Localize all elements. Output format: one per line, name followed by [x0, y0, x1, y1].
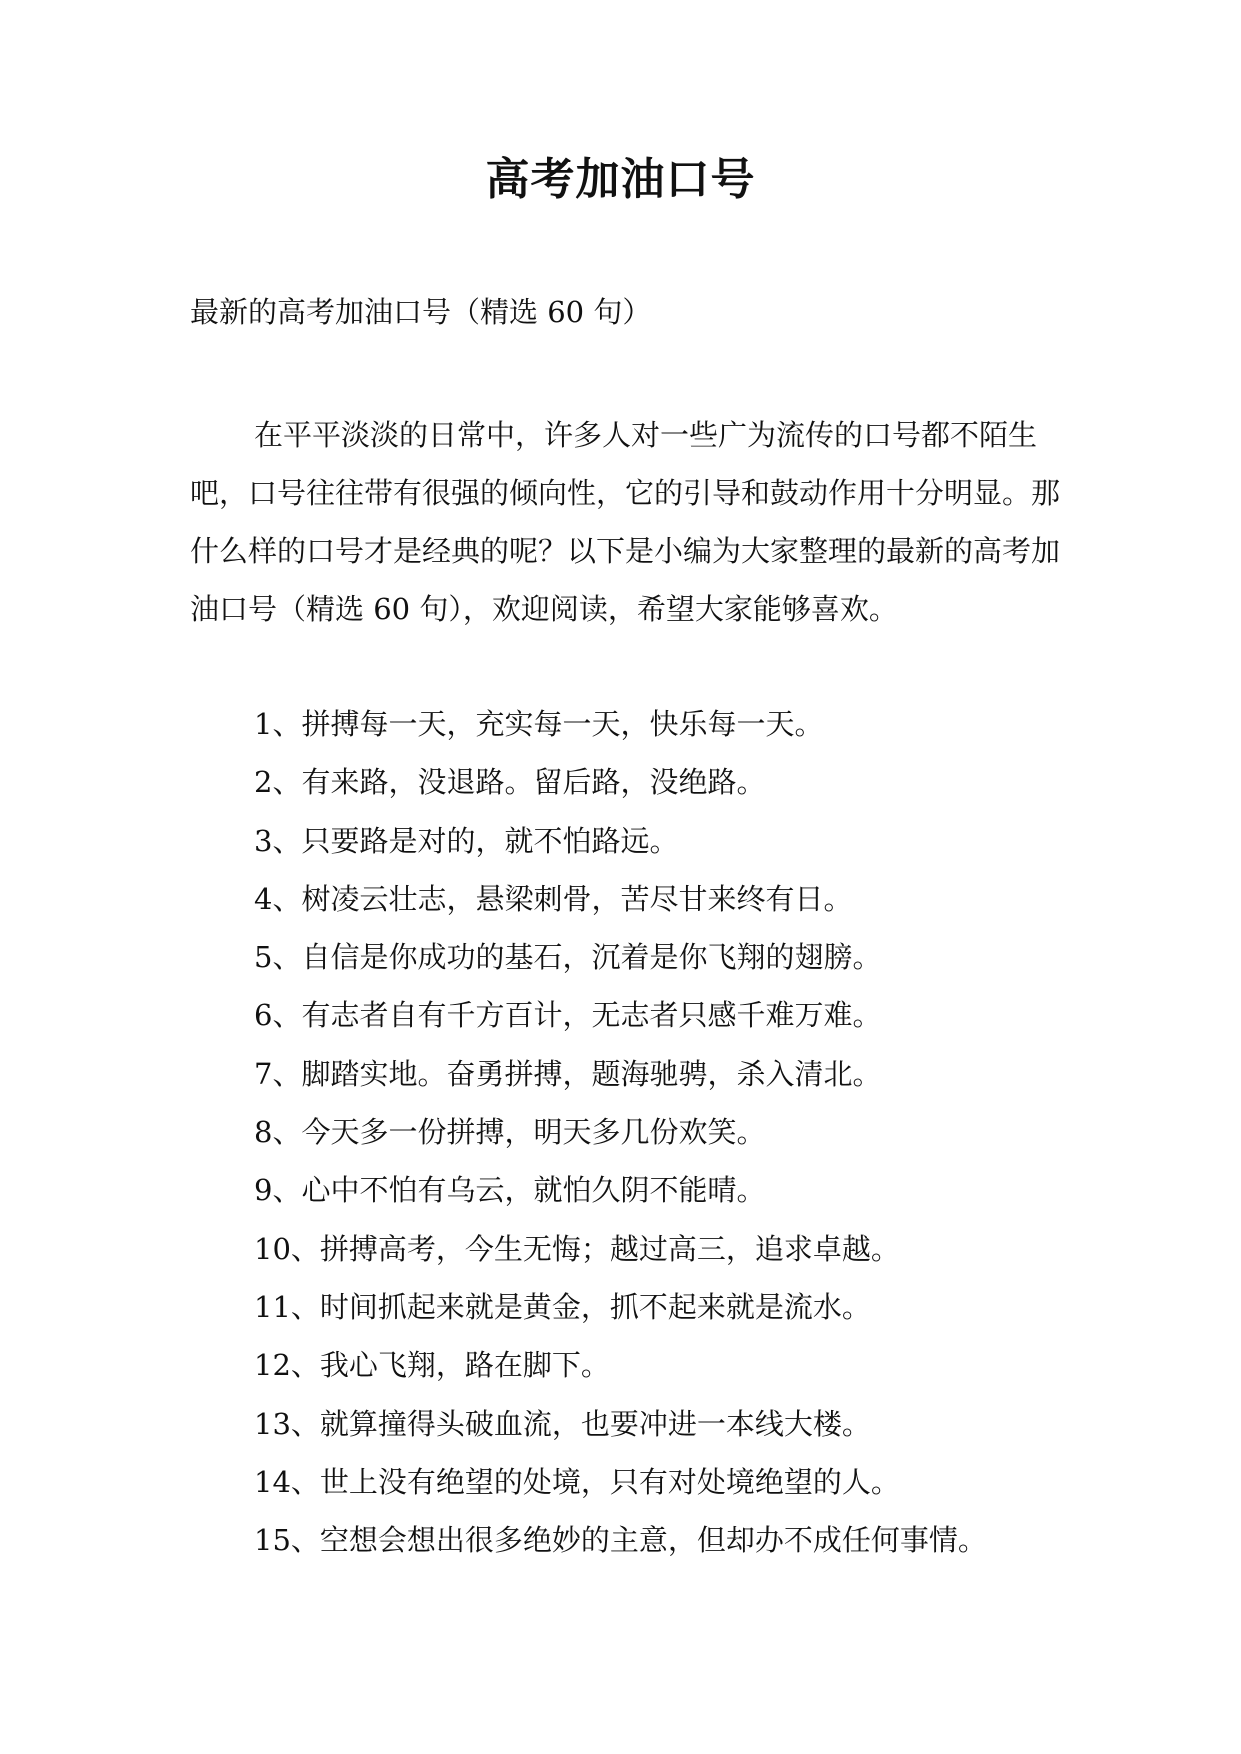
slogan-item: 6、有志者自有千方百计，无志者只感千难万难。 [254, 998, 882, 1033]
slogan-item: 14、世上没有绝望的处境，只有对处境绝望的人。 [254, 1464, 900, 1499]
slogan-item: 5、自信是你成功的基石，沉着是你飞翔的翅膀。 [254, 940, 882, 975]
slogan-item: 12、我心飞翔，路在脚下。 [254, 1348, 610, 1383]
slogan-item: 1、拼搏每一天，充实每一天，快乐每一天。 [254, 707, 824, 741]
page-title: 高考加油口号 [485, 154, 756, 205]
document-subtitle: 最新的高考加油口号（精选 60 句） [190, 295, 652, 329]
slogan-item: 7、脚踏实地。奋勇拼搏，题海驰骋，杀入清北。 [254, 1056, 882, 1091]
slogan-item: 13、就算撞得头破血流，也要冲进一本线大楼。 [254, 1406, 871, 1441]
slogan-item: 4、树凌云壮志，悬梁刺骨，苦尽甘来终有日。 [254, 881, 853, 916]
slogan-item: 8、今天多一份拼搏，明天多几份欢笑。 [254, 1115, 766, 1150]
slogan-item: 10、拼搏高考，今生无悔；越过高三，追求卓越。 [254, 1231, 900, 1266]
slogan-item: 9、心中不怕有乌云，就怕久阴不能晴。 [254, 1173, 766, 1208]
slogan-item: 3、只要路是对的，就不怕路远。 [254, 823, 679, 858]
slogan-item: 2、有来路，没退路。留后路，没绝路。 [254, 765, 766, 800]
slogan-item: 15、空想会想出很多绝妙的主意，但却办不成任何事情。 [254, 1523, 987, 1558]
intro-paragraph: 在平平淡淡的日常中，许多人对一些广为流传的口号都不陌生吧，口号往往带有很强的倾向性，它的引导和鼓动作用十分明显。那什么样的口号才是经典的呢？以下是小编为大家整理的最新的高考加油口号（精选 60 句），欢迎阅读，希望大家能够喜欢。 [190, 418, 1061, 626]
slogan-list [254, 695, 987, 1569]
slogan-item: 11、时间抓起来就是黄金，抓不起来就是流水。 [254, 1289, 871, 1324]
